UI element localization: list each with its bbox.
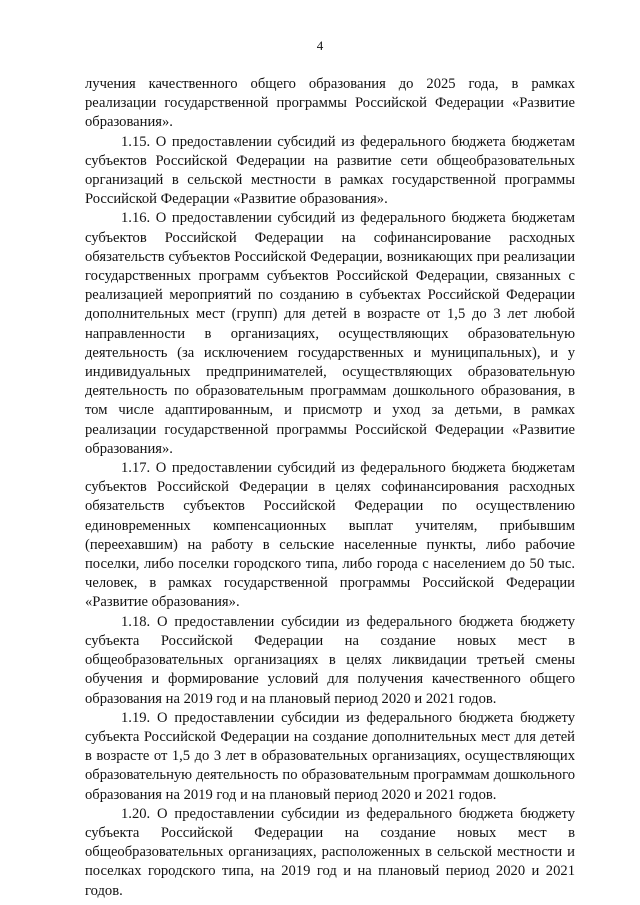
paragraph-continued: лучения качественного общего образования до 2025 года, в рамках реализации государственной программы Российской Федерации «Развитие образования». — [85, 76, 575, 131]
paragraph-1-16: 1.16. О предоставлении субсидий из федерального бюджета бюджетам субъектов Российской Федерации на софинансирование расходных обязательств субъектов Российской Федерации, возникающих при реализации государственных программ субъектов Российской Федерации, связанных с реализацией мероприятий по созданию в субъектах Российской Федерации дополнительных мест (групп) для детей в возрасте от 1,5 до 3 лет любой направленности в организациях, осуществляющих образовательную деятельность (за исключением государственных и муниципальных), и у индивидуальных предпринимателей, осуществляющих образовательную деятельность по образовательным программам дошкольного образования, в том числе адаптированным, и присмотр и уход за детьми, в рамках реализации государственной программы Российской Федерации «Развитие образования». — [85, 210, 575, 457]
paragraph-1-17: 1.17. О предоставлении субсидий из федерального бюджета бюджетам субъектов Российской Федерации в целях софинансирования расходных обязательств субъектов Российской Федерации по осуществлению единовременных компенсационных выплат учителям, прибывшим (переехавшим) на работу в сельские населенные пункты, либо рабочие поселки, либо поселки городского типа, либо города с населением до 50 тыс. человек, в рамках государственной программы Российской Федерации «Развитие образования». — [85, 460, 575, 611]
paragraph-1-19: 1.19. О предоставлении субсидии из федерального бюджета бюджету субъекта Российской Федерации на создание дополнительных мест для детей в возрасте от 1,5 до 3 лет в образовательных организациях, осуществляющих образовательную деятельность по образовательным программам дошкольного образования на 2019 год и на плановый период 2020 и 2021 годов. — [85, 709, 575, 803]
paragraph-1-15: 1.15. О предоставлении субсидий из федерального бюджета бюджетам субъектов Российской Федерации на развитие сети общеобразовательных организаций в сельской местности в рамках государственной программы Российской Федерации «Развитие образования». — [85, 133, 575, 208]
document-body — [85, 75, 575, 901]
paragraph-1-18: 1.18. О предоставлении субсидии из федерального бюджета бюджету субъекта Российской Федерации на создание новых мест в общеобразовательных организациях в целях ликвидации третьей смены обучения и формирование условий для получения качественного общего образования на 2019 год и на плановый период 2020 и 2021 годов. — [85, 613, 575, 707]
paragraph-1-20: 1.20. О предоставлении субсидии из федерального бюджета бюджету субъекта Российской Федерации на создание новых мест в общеобразовательных организациях, расположенных в сельской местности и поселках городского типа, на 2019 год и на плановый период 2020 и 2021 годов. — [85, 805, 575, 899]
page-number: 4 — [316, 38, 324, 53]
